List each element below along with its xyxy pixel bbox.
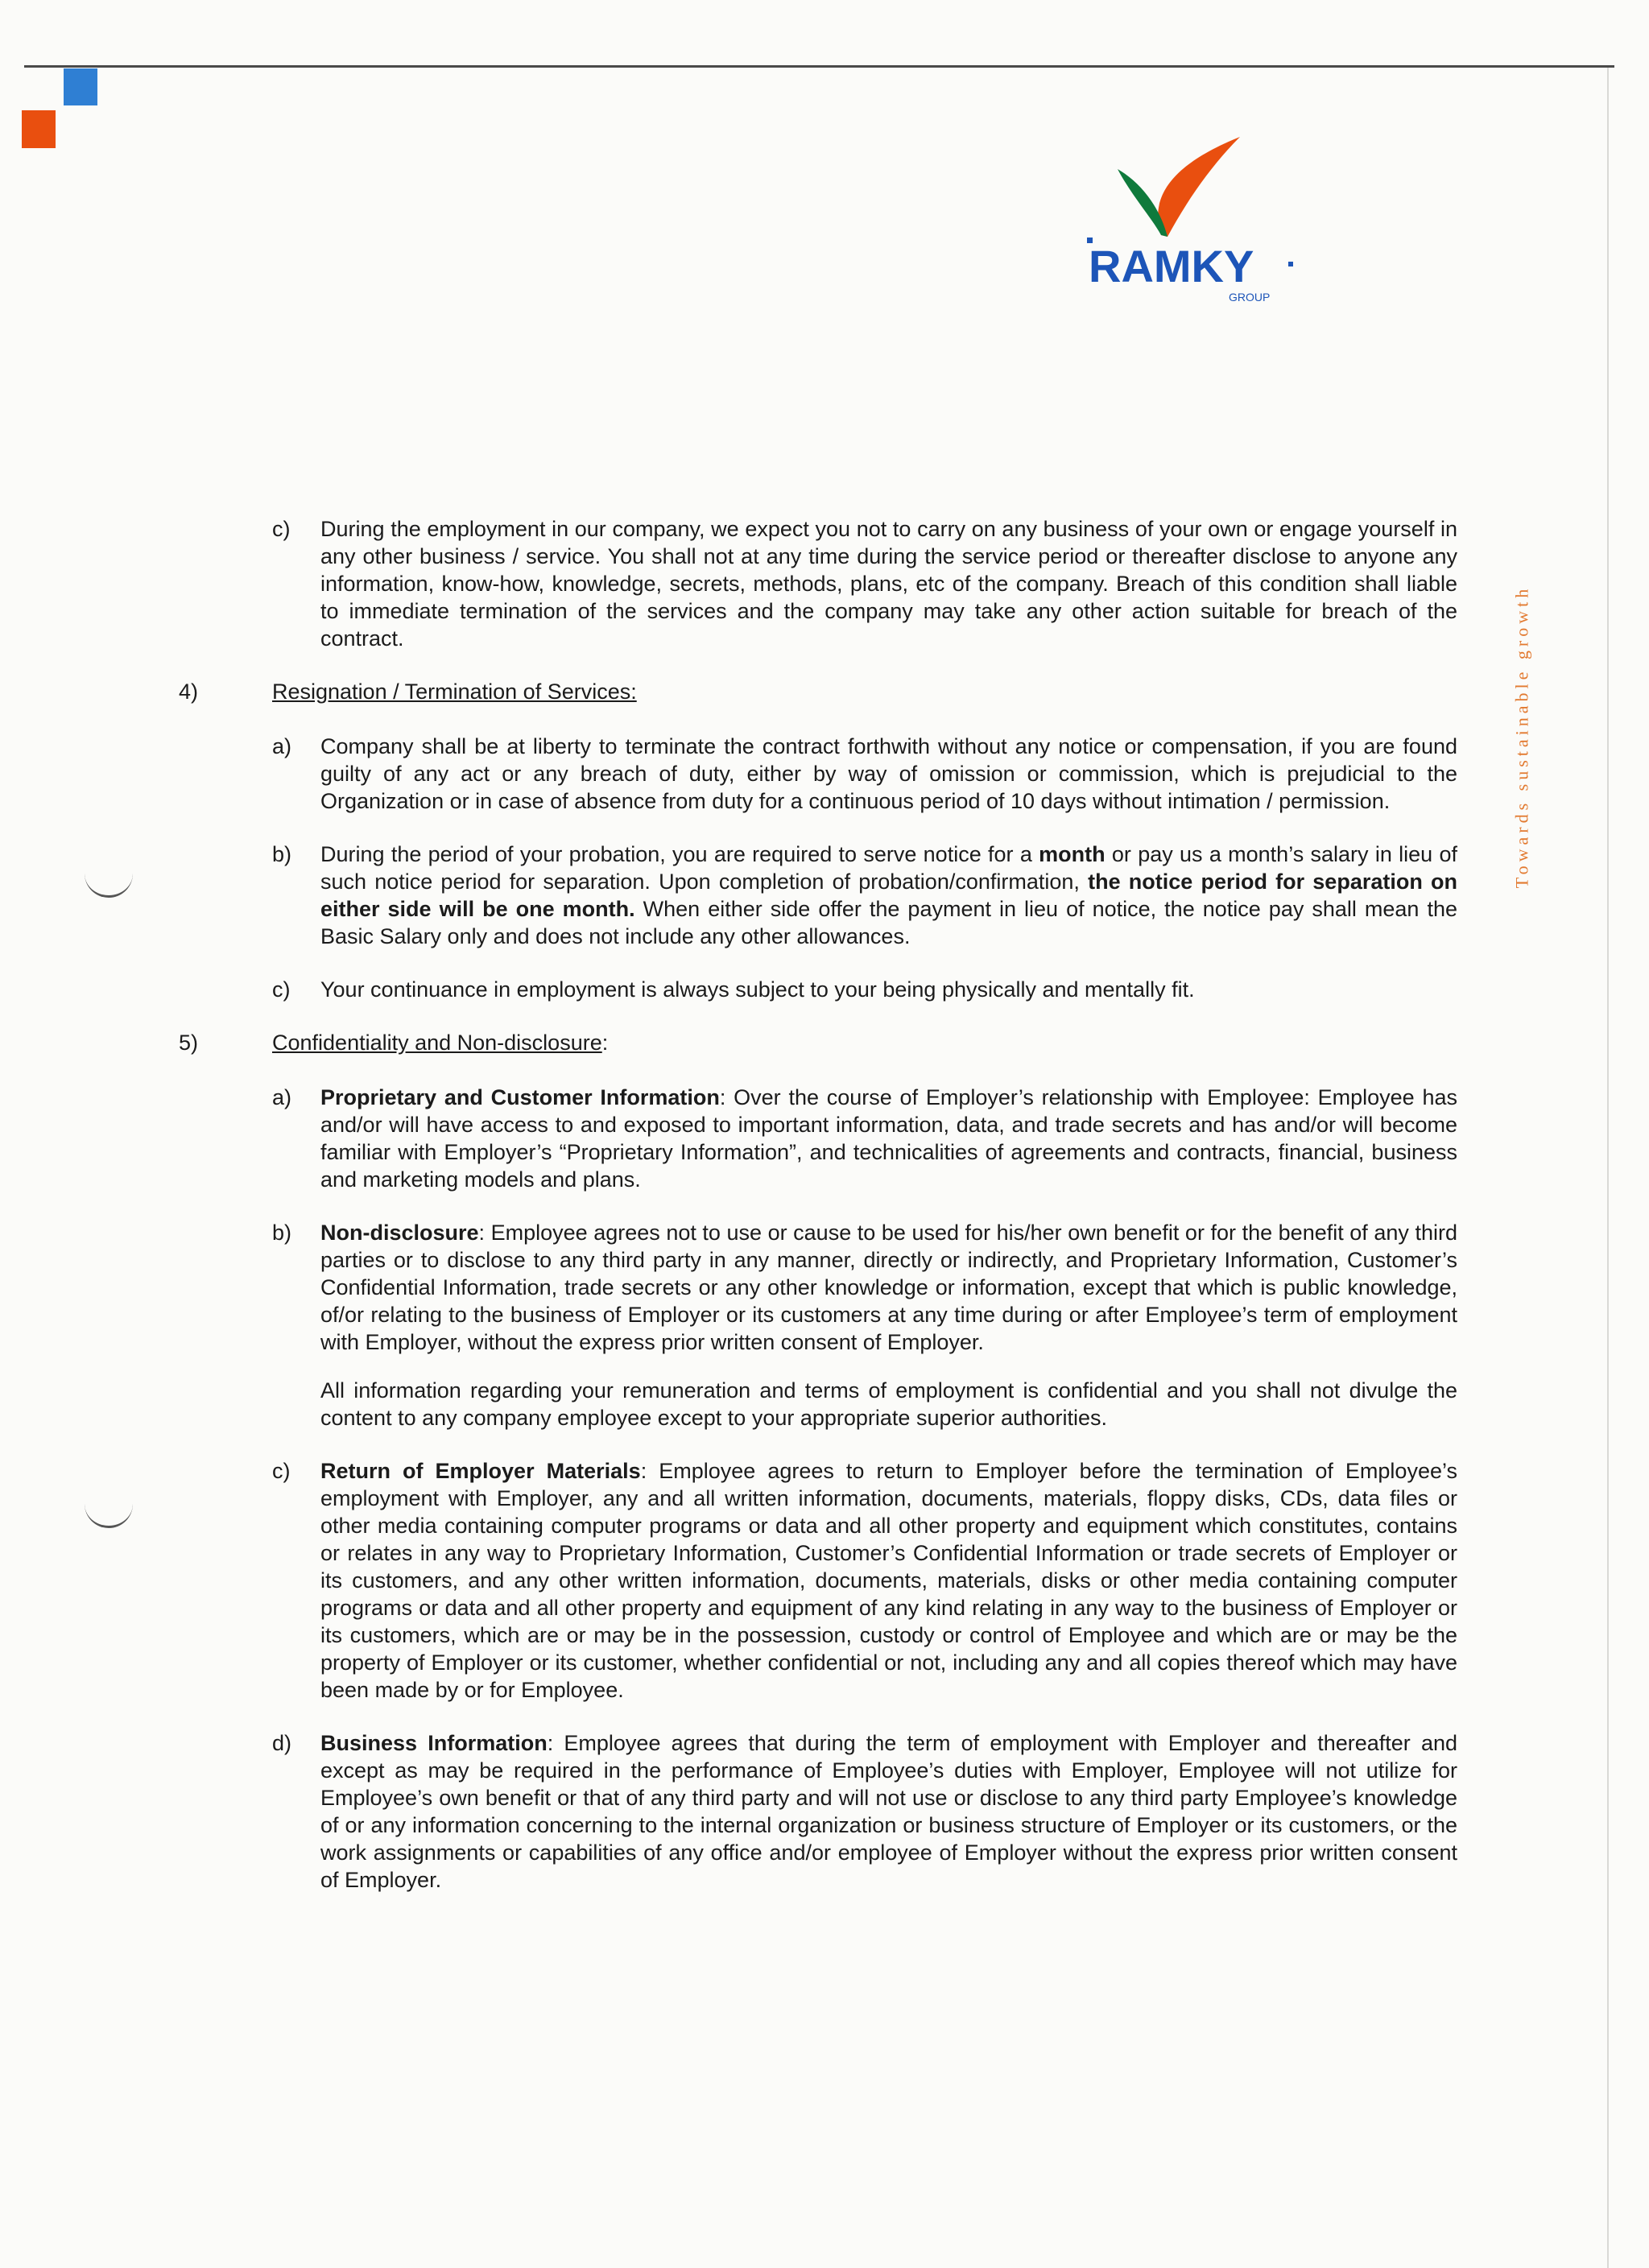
header-rule bbox=[24, 65, 1614, 68]
clause-text: Return of Employer Materials: Employee agrees to return to Employer before the termination of Employee’s employment with Employer, any and all written information, documents, materials, floppy disks, CDs, data files or other media containing computer programs or data and all other property and equipment which constitutes, contains or relates in any way to Proprietary Information, Customer’s Confidential Information or trade secrets of Employer or its customers, and any other written information, documents, materials, disks or other media containing computer programs or data and all other property and equipment of any kind relating in any way to the business of Employer or its customers, which are or may be in the possession, custody or control of Employee and which are or may be the property of Employer or its customer, whether confidential or not, including any and all copies thereof which may have been made by or for Employee. bbox=[320, 1459, 1457, 1702]
logo-leaf-orange bbox=[1158, 137, 1240, 237]
section-number: 5) bbox=[179, 1031, 199, 1055]
clause-4b bbox=[0, 841, 1498, 950]
section-title: Confidentiality and Non-disclosure bbox=[272, 1031, 602, 1055]
corner-square-orange bbox=[22, 110, 56, 148]
clause-4a bbox=[0, 733, 1498, 815]
clause-label: b) bbox=[272, 842, 292, 866]
document-body bbox=[0, 515, 1498, 1919]
vertical-tagline: Towards sustainable growth bbox=[1511, 585, 1531, 889]
clause-5d bbox=[0, 1729, 1498, 1894]
clause-label: a) bbox=[272, 1085, 292, 1109]
section-4-heading bbox=[0, 678, 1498, 705]
clause-paragraph: All information regarding your remuneration and terms of employment is confidential and you shall not divulge the content to any company employee except to your appropriate superior authorities. bbox=[320, 1378, 1457, 1430]
clause-heading: Proprietary and Customer Information bbox=[320, 1085, 720, 1109]
clause-4c bbox=[0, 976, 1498, 1003]
clause-5b bbox=[0, 1219, 1498, 1431]
clause-label: d) bbox=[272, 1731, 292, 1755]
ramky-logo bbox=[1071, 129, 1296, 322]
clause-5c bbox=[0, 1457, 1498, 1704]
clause-heading: Non-disclosure bbox=[320, 1221, 479, 1245]
section-5-heading: 5) Confidentiality and Non-disclosure: bbox=[179, 1031, 609, 1055]
bold-term: month bbox=[1039, 842, 1106, 866]
clause-heading: Return of Employer Materials bbox=[320, 1459, 641, 1483]
clause-text: Proprietary and Customer Information: Over the course of Employer’s relationship with Employee: Employee has and/or will have access to and exposed to important information, data, and trade secrets and has and/or will become familiar with Employer’s “Proprietary Information”, and technicalities of agreements and contracts, financial, business and marketing models and plans. bbox=[320, 1085, 1457, 1192]
logo-dot-right bbox=[1288, 262, 1293, 266]
clause-text: Non-disclosure: Employee agrees not to use or cause to be used for his/her own benefit or for the benefit of any third parties or to disclose to any third party in any manner, directly or indirectly, and Proprietary Information, Customer’s Confidential Information, trade secrets or any other knowledge or information, except that which is public knowledge, of/or relating to the business of Employer or its customers at any time during or after Employee’s term of employment with Employer, without the express prior written consent of Employer. bbox=[320, 1221, 1457, 1354]
clause-label: c) bbox=[272, 517, 291, 541]
clause-text: During the employment in our company, we expect you not to carry on any business of your own or engage yourself in any other business / service. You shall not at any time during the service period or thereafter disclose to anyone any information, know-how, knowledge, secrets, methods, plans, etc of the company. Breach of this condition shall liable to immediate termination of the services and the company may take any other action suitable for breach of the contract. bbox=[320, 517, 1457, 651]
clause-label: c) bbox=[272, 977, 291, 1002]
page-edge bbox=[1607, 68, 1609, 2268]
clause-label: b) bbox=[272, 1221, 292, 1245]
clause-label: a) bbox=[272, 734, 292, 758]
clause-text: Business Information: Employee agrees that during the term of employment with Employer and thereafter and except as may be required in the performance of Employee’s duties with Employer, Employee will not utilize for Employee’s own benefit or that of any third party and will not use or disclose to any third party Employee’s knowledge of or any information concerning to the internal organization or business structure of Employer or its customers, or the work assignments or capabilities of any office and/or employee of Employer without the express prior written consent of Employer. bbox=[320, 1731, 1457, 1892]
clause-text: During the period of your probation, you are required to serve notice for a month or pay us a month’s salary in lieu of such notice period for separation. Upon completion of probation/confirmation, the notice period for separation on either side will be one month. When either side offer the payment in lieu of notice, the notice pay shall mean the Basic Salary only and does not include any other allowances. bbox=[320, 842, 1457, 948]
clause-text: Your continuance in employment is always subject to your being physically and mentally fit. bbox=[320, 977, 1195, 1002]
logo-group-label: GROUP bbox=[1229, 291, 1271, 304]
bold-term: the notice period for separation on either side will be one month. bbox=[320, 870, 1457, 921]
clause-heading: Business Information bbox=[320, 1731, 548, 1755]
logo-wordmark: RAMKY bbox=[1089, 241, 1254, 291]
clause-text: Company shall be at liberty to terminate the contract forthwith without any notice or compensation, if you are found guilty of any act or any breach of duty, either by way of omission or commission, which is prejudicial to the Organization or in case of absence from duty for a continuous period of 10 days without intimation / permission. bbox=[320, 734, 1457, 813]
section-number: 4) bbox=[179, 680, 199, 704]
clause-5a bbox=[0, 1084, 1498, 1193]
clause-label: c) bbox=[272, 1459, 291, 1483]
clause-3c bbox=[0, 515, 1498, 652]
corner-square-blue bbox=[64, 68, 97, 105]
section-title: Resignation / Termination of Services: bbox=[272, 680, 637, 704]
